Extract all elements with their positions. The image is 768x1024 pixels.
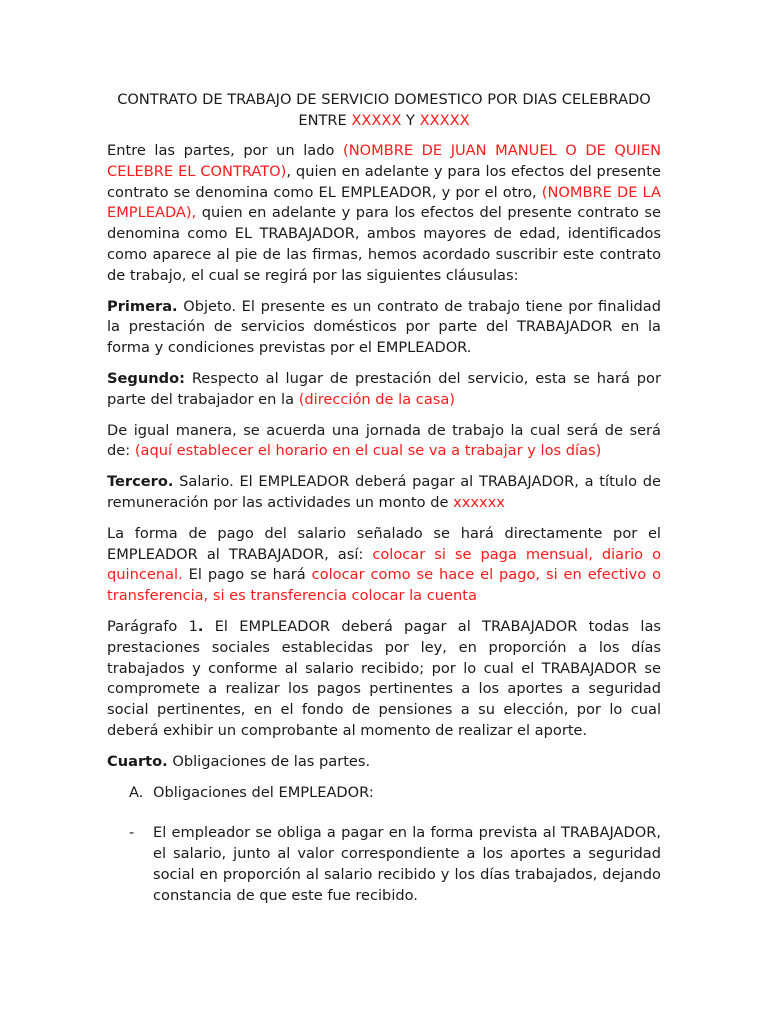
clause-segundo: [107, 369, 661, 411]
schedule-placeholder: (aquí establecer el horario en el cual se va a trabajar y los días): [134, 442, 602, 460]
intro-text-1: Entre las partes, por un lado: [107, 142, 343, 159]
clause-primera-label: Primera.: [107, 297, 178, 315]
paragrafo-label: Parágrafo 1: [107, 617, 198, 635]
intro-text-3: quien en adelante y para los efectos del presente contrato se denomina como EL TRABAJADOR, ambos mayores de edad, identificados como aparece al pie de las firmas, hemos acordado suscribir este contrato de trabajo, el cual se regirá por las siguientes cláusulas:: [107, 204, 661, 284]
party-2-placeholder: XXXXX: [419, 111, 470, 129]
list-item-payment-obligation: [129, 823, 661, 906]
intro-paragraph: [107, 141, 661, 287]
list-marker-dash: -: [129, 824, 135, 842]
payment-frequency-placeholder: colocar si se paga mensual, diario o quincenal.: [107, 545, 662, 584]
paragrafo-1: [107, 617, 661, 742]
title-line-2: [100, 111, 668, 132]
intro-text-2: , quien en adelante y para los efectos del presente contrato se denomina como EL EMPLEADOR, y por el otro,: [107, 162, 662, 201]
title-prefix: ENTRE: [298, 111, 352, 129]
employer-name-placeholder: (NOMBRE DE JUAN MANUEL O DE QUIEN CELEBRE EL CONTRATO): [107, 142, 661, 180]
clause-primera-text: Objeto. El presente es un contrato de trabajo tiene por finalidad la prestación de servicios domésticos por parte del TRABAJADOR en la forma y condiciones previstas por el EMPLEADOR.: [107, 297, 661, 357]
paragrafo-text: El EMPLEADOR deberá pagar al TRABAJADOR todas las prestaciones sociales establecidas por ley, en proporción a los días trabajados y conforme al salario recibido; por lo cual el TRABAJADOR se compromete a realizar los pagos pertinentes a los aportes a seguridad social pertinentes, en el fondo de pensiones a su elección, por lo cual deberá exhibir un comprobante al momento de realizar el aporte.: [107, 617, 661, 739]
payment-paragraph: [107, 524, 661, 607]
party-1-placeholder: XXXXX: [351, 111, 402, 129]
document-title: [100, 90, 668, 132]
clause-tercero-label: Tercero.: [107, 473, 174, 491]
address-placeholder: (dirección de la casa): [298, 390, 456, 408]
paragrafo-dot: .: [197, 617, 204, 635]
employee-name-placeholder: (NOMBRE DE LA EMPLEADA),: [107, 183, 661, 222]
jornada-text: De igual manera, se acuerda una jornada de trabajo la cual será de será de:: [107, 421, 661, 460]
clause-tercero: [107, 472, 661, 514]
list-item-text: Obligaciones del EMPLEADOR:: [153, 783, 374, 801]
list-marker-a: A.: [129, 783, 144, 801]
clause-segundo-label: Segundo:: [107, 369, 185, 387]
list-item-text: El empleador se obliga a pagar en la forma prevista al TRABAJADOR, el salario, junto al valor correspondiente a los aportes a seguridad social en proporción al salario recibido y los días trabajados, dejando constancia de que este fue recibido.: [153, 824, 661, 904]
list-item-employer-obligations: [129, 783, 661, 804]
document-body: [107, 141, 661, 907]
payment-text-2: El pago se hará: [182, 566, 312, 584]
payment-text-1: La forma de pago del salario señalado se hará directamente por el EMPLEADOR al TRABAJADOR, así:: [107, 524, 661, 563]
jornada-paragraph: [107, 421, 661, 463]
clause-segundo-text: Respecto al lugar de prestación del servicio, esta se hará por parte del trabajador en la: [107, 369, 661, 408]
clause-cuarto: [107, 752, 661, 773]
amount-placeholder: xxxxxx: [453, 493, 505, 511]
payment-method-placeholder: colocar como se hace el pago, si en efectivo o transferencia, si es transferencia colocar la cuenta: [107, 566, 661, 605]
title-connector: Y: [401, 111, 420, 129]
clause-primera: [107, 297, 661, 359]
clause-cuarto-text: Obligaciones de las partes.: [167, 752, 371, 770]
clause-tercero-text: Salario. El EMPLEADOR deberá pagar al TRABAJADOR, a título de remuneración por las actividades un monto de: [107, 473, 661, 511]
clause-cuarto-label: Cuarto.: [107, 752, 168, 770]
title-line-1: CONTRATO DE TRABAJO DE SERVICIO DOMESTICO POR DIAS CELEBRADO: [117, 91, 651, 108]
